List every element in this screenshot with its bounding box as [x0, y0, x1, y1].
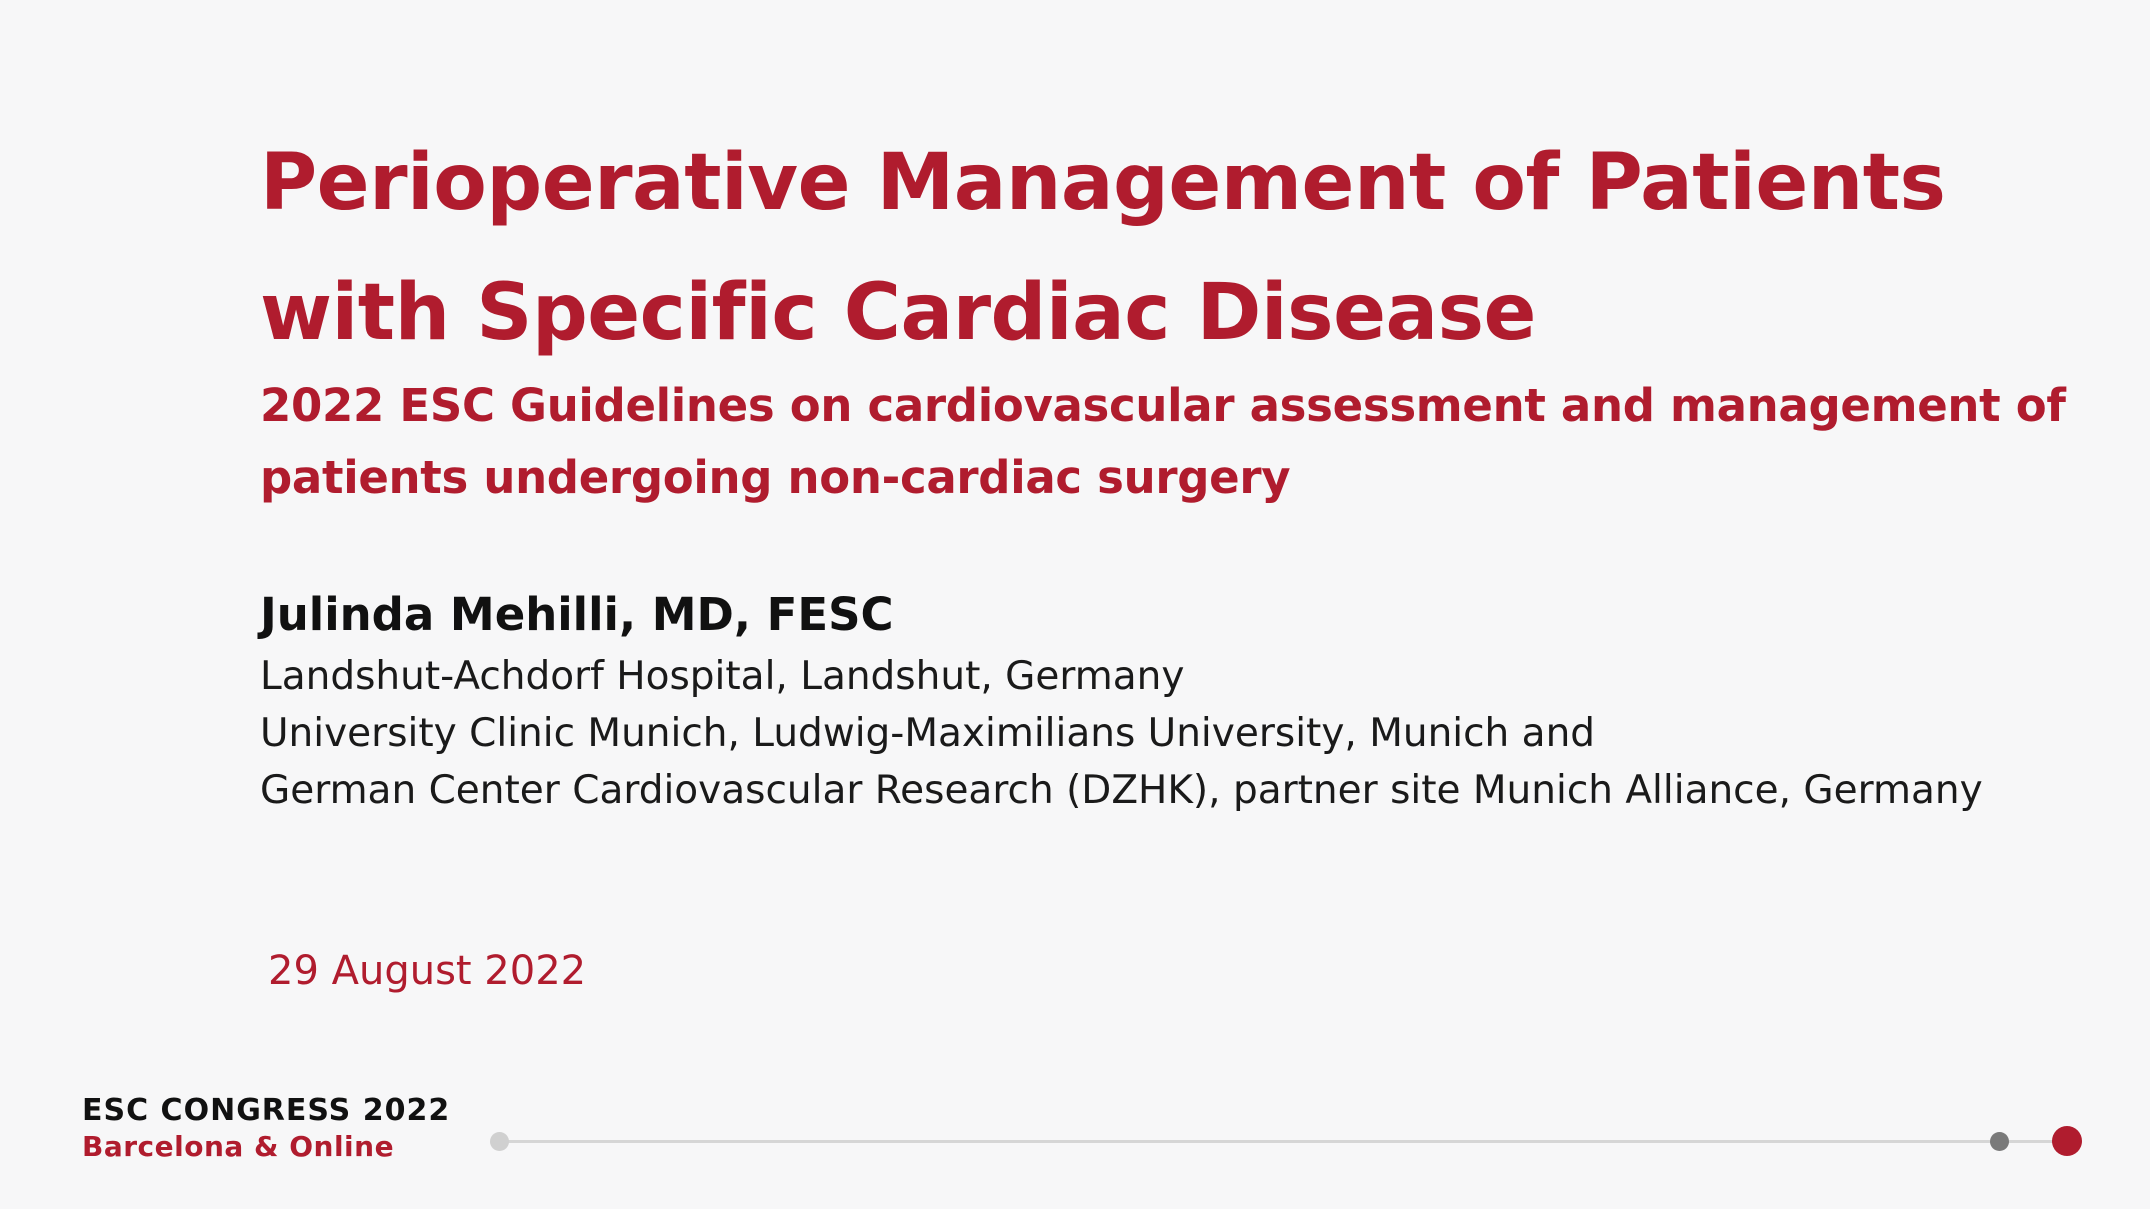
author-name: Julinda Mehilli, MD, FESC — [260, 588, 894, 641]
congress-logo — [82, 1093, 450, 1165]
slide-subtitle — [260, 370, 2120, 514]
timeline-mid-dot — [1990, 1132, 2009, 1151]
affiliation-line-2: University Clinic Munich, Ludwig-Maximilians University, Munich and — [260, 711, 1596, 756]
slide-subtitle-line-2: patients undergoing non-cardiac surgery — [260, 451, 1291, 504]
slide-title — [260, 118, 2100, 378]
timeline-start-dot — [490, 1132, 509, 1151]
slide-subtitle-line-1: 2022 ESC Guidelines on cardiovascular assessment and management of — [260, 379, 2066, 432]
timeline-line — [500, 1140, 2072, 1143]
congress-location: Barcelona & Online — [82, 1130, 395, 1163]
slide-title-line-1: Perioperative Management of Patients — [260, 138, 1946, 228]
presentation-date: 29 August 2022 — [268, 948, 587, 994]
timeline-decoration — [490, 1126, 2090, 1156]
congress-name: ESC CONGRESS 2022 — [82, 1093, 451, 1128]
slide-title-line-2: with Specific Cardiac Disease — [260, 268, 1536, 358]
author-affiliations — [260, 648, 1983, 819]
timeline-end-dot — [2052, 1126, 2082, 1156]
affiliation-line-3: German Center Cardiovascular Research (DZHK), partner site Munich Alliance, Germany — [260, 768, 1983, 813]
affiliation-line-1: Landshut-Achdorf Hospital, Landshut, Germany — [260, 654, 1185, 699]
